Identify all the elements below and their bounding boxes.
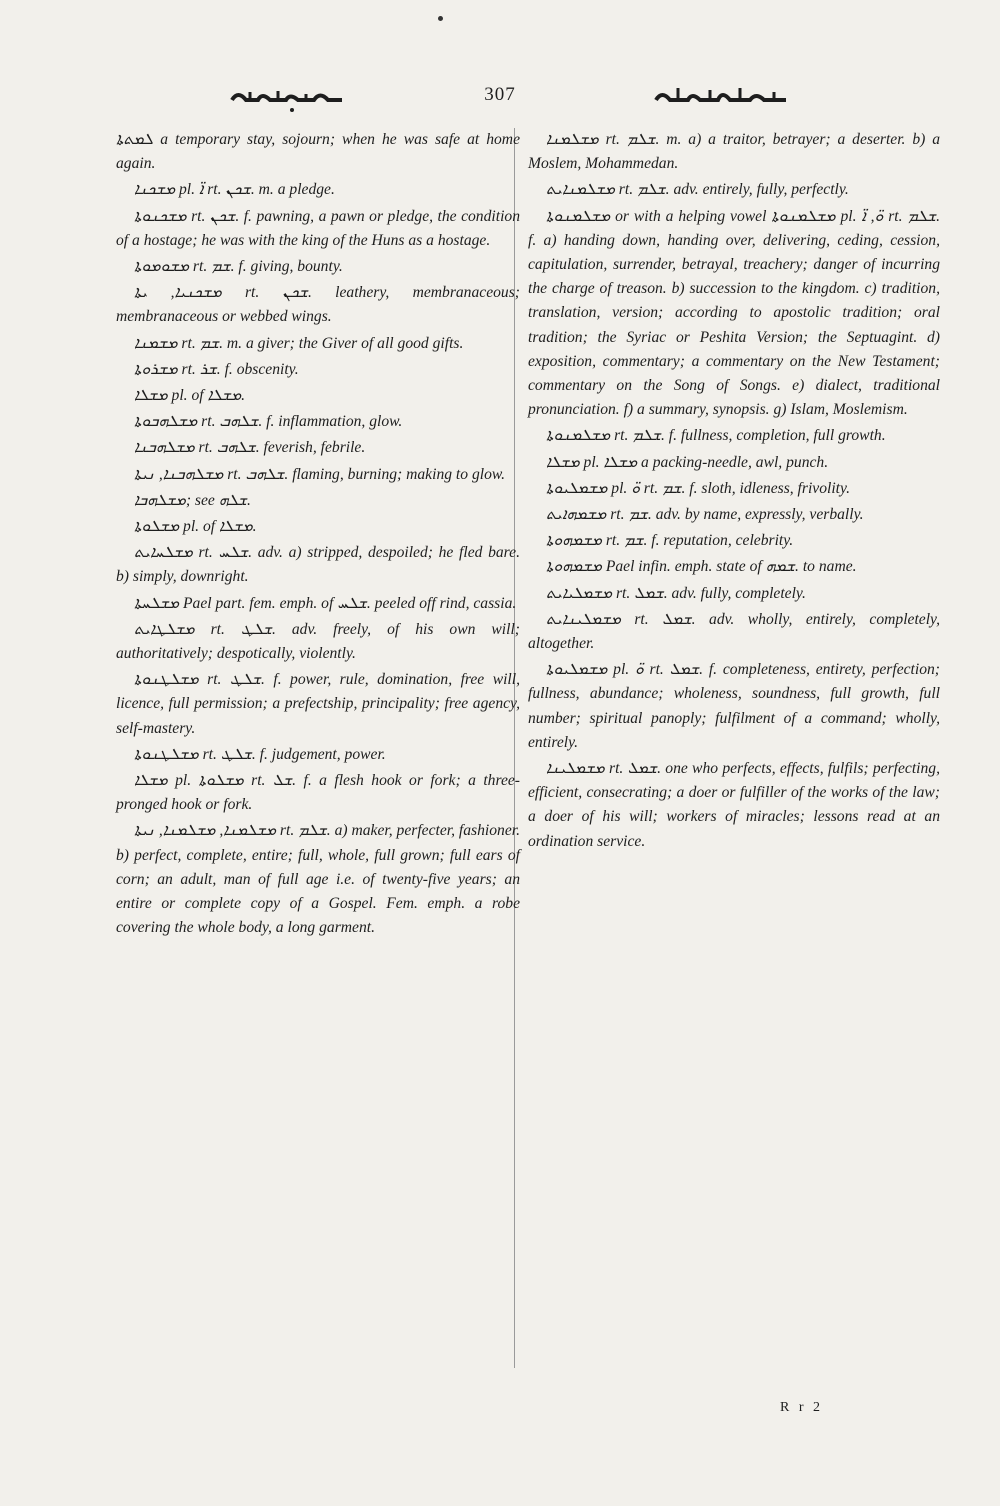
entry: ܡܫܠܗܒܘܬܐ rt. ܫܠܗܒ. f. inflammation, glow. <box>134 413 403 431</box>
entry: ܡܫܠܛܐܝܬ rt. ܫܠܛ. adv. freely, of his own will; authoritatively; despotically, violently. <box>116 620 520 663</box>
entry: ܡܫܠܘܬܐ pl. of ܡܫܠܐ. <box>134 518 257 536</box>
entry: ܡܫܠܗܒܢܐ, ܢܝܬܐ rt. ܫܠܗܒ. flaming, burning; making to glow. <box>134 465 506 483</box>
entry: ܡܫܠܡܢܘܬܐ rt. ܫܠܡ. f. fullness, completion, full growth. <box>546 427 886 445</box>
entry: ܠܡܬܬܐ a temporary stay, sojourn; when he was safe at home again. <box>116 131 520 173</box>
entry: ܡܫܡܗܐܝܬ rt. ܫܡ. adv. by name, expressly, verbally. <box>546 506 864 524</box>
page-number: 307 <box>484 84 516 105</box>
entry: ܡܫܡܢܐ rt. ܫܡ. m. a giver; the Giver of all good gifts. <box>134 334 464 352</box>
running-head-left <box>228 82 348 122</box>
entry: ܡܫܟܢܝܐ, ܝܬܐ rt. ܫܟܢ. leathery, membranaceous; membranaceous or webbed wings. <box>116 284 520 326</box>
signature-mark: R r 2 <box>780 1400 823 1415</box>
entry: ܡܫܡܗܘܬܐ rt. ܫܡ. f. reputation, celebrity. <box>546 532 794 550</box>
right-column <box>528 128 940 856</box>
entry: ܡܫܡܗܘܬܐ Pael infin. emph. state of ܫܡܗ. to name. <box>546 558 857 576</box>
running-head-right <box>652 82 792 122</box>
entry: ܡܫܠܛܢܘܬܐ rt. ܫܠܛ. f. power, rule, domination, free will, licence, full permission; a prefectship, principality; free agency, self-mastery. <box>116 671 520 737</box>
page-mark <box>438 16 443 21</box>
entry: ܡܫܡܠܝܘܬܐ pl. ܘ̈ rt. ܫܡ. f. sloth, idleness, frivolity. <box>546 479 850 497</box>
entry: ܡܫܠܚܬܐ Pael part. fem. emph. of ܫܠܚ. peeled off rind, cassia. <box>134 594 517 612</box>
entry: ܡܫܠܡܢܐ rt. ܫܠܡ. m. a) a traitor, betrayer; a deserter. b) a Moslem, Mohammedan. <box>528 131 940 173</box>
left-column <box>116 128 520 943</box>
entry: ܡܫܠܡܢܘܬܐ or with a helping vowel ܡܫܠܡܢܘܬܐ pl. ܘ̈, ܐ̈ rt. ܫܠܡ. f. a) handing down, handing over, delivering, ceding, cession, capitulation, surrender, betrayal, treachery; danger of incurring the charge of treason. b) succession to the kingdom. c) tradition, translation, version; according to apostolic tradition; oral tradition; the Syriac or Peshita Version; the Septuagint. d) exposition, commentary; a commentary on the New Testament; commentary on the Song of Songs. e) dialect, traditional pronunciation. f) a summary, synopsis. g) Islam, Moslemism. <box>528 207 940 419</box>
entry: ܡܫܡܠܝܐܝܬ rt. ܫܡܠ. adv. fully, completely. <box>546 584 806 602</box>
entry: ܡܫܘܡܘܬܐ rt. ܫܡ. f. giving, bounty. <box>134 258 343 276</box>
entry: ܡܫܠܐ pl. ܡܫܠܘܬܐ rt. ܫܠ. f. a flesh hook or fork; a three-pronged hook or fork. <box>116 772 520 814</box>
entry: ܡܫܡܠܝܢܐܝܬ rt. ܫܡܠ. adv. wholly, entirely, completely, altogether. <box>528 610 940 653</box>
entry: ܡܫܠܗܒܐ; see ܫܠܗ. <box>134 491 251 509</box>
entry: ܡܫܠܡܢܐܝܬ rt. ܫܠܡ. adv. entirely, fully, perfectly. <box>546 181 849 199</box>
entry: ܡܫܟܢܐ pl. ܐ̈ rt. ܫܟܢ. m. a pledge. <box>134 181 335 199</box>
entry: ܡܫܠܐ pl. ܡܫܠܐ a packing-needle, awl, punch. <box>546 453 829 471</box>
entry: ܡܫܠܛܢܘܬܐ rt. ܫܠܛ. f. judgement, power. <box>134 745 386 763</box>
entry: ܡܫܠܚܐܝܬ rt. ܫܠܚ. adv. a) stripped, despoiled; he fled bare. b) simply, downright. <box>116 544 520 586</box>
entry: ܡܫܠܡܢܐ, ܡܫܠܡܢܐ, ܢܝܬܐ rt. ܫܠܡ. a) maker, perfecter, fashioner. b) perfect, complete, entire; full, whole, full grown; full ears of corn; an adult, man of full age i.e. of twenty-five years; an entire or complete copy of a Gospel. Fem. emph. a robe covering the whole body, a long garment. <box>116 822 520 937</box>
entry: ܡܫܠܐ pl. of ܡܫܠܐ. <box>134 387 246 405</box>
entry: ܡܫܡܠܝܘܬܐ pl. ܘ̈ rt. ܫܡܠ. f. completeness, entirety, perfection; fullness, abundance; wholeness, soundness, full growth, full number; spiritual panoply; fulfilment of a command; wholly, entirely. <box>528 661 941 751</box>
entry: ܡܫܟܢܘܬܐ rt. ܫܟܢ. f. pawning, a pawn or pledge, the condition of a hostage; he was with the king of the Huns as a hostage. <box>116 207 520 249</box>
entry: ܡܫܠܗܒܢܐ rt. ܫܠܗܒ. feverish, febrile. <box>134 439 366 457</box>
entry: ܡܫܪܘܬܐ rt. ܫܪ. f. obscenity. <box>134 360 299 378</box>
entry: ܡܫܡܠܝܢܐ rt. ܫܡܠ. one who perfects, effects, fulfils; perfecting, efficient, consecrating; a doer or fulfiller of the works of the law; a doer of his will; workers of miracles; lessons read at an ordination service. <box>528 760 940 850</box>
